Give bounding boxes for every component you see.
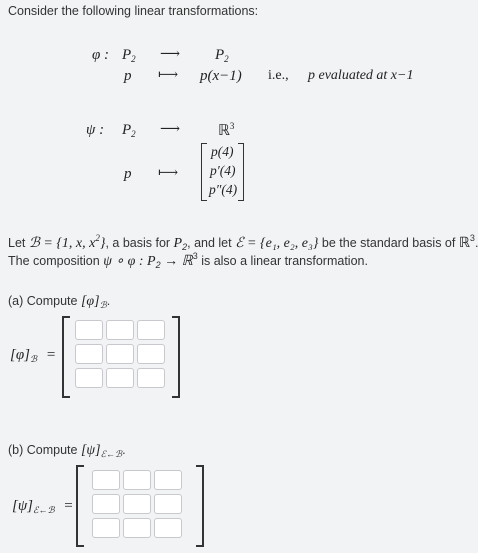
- matrix-b-cell-2-1[interactable]: [92, 494, 120, 514]
- psi-domain: $P_2$: [122, 122, 136, 139]
- phi-label: φ :: [92, 47, 110, 63]
- matrix-b-cell-3-3[interactable]: [154, 518, 182, 538]
- matrix-b-cell-1-2[interactable]: [123, 470, 151, 490]
- phi-image: p(x−1): [200, 68, 242, 84]
- part-a-prompt: (a) Compute $[\varphi]_ℬ$.: [8, 294, 111, 310]
- vector-entry-3: p″(4): [209, 182, 238, 197]
- phi-codomain: $P_2$: [215, 47, 229, 64]
- matrix-a-cell-2-1[interactable]: [75, 344, 103, 364]
- vector-entry-1: p(4): [211, 144, 234, 159]
- matrix-b-cell-1-1[interactable]: [92, 470, 120, 490]
- part-b-prompt: (b) Compute $[\psi]_{ℰ\leftarrow ℬ}$.: [8, 443, 126, 459]
- matrix-b-cell-2-3[interactable]: [154, 494, 182, 514]
- matrix-a-left-bracket: [62, 316, 70, 398]
- matrix-b-cell-3-2[interactable]: [123, 518, 151, 538]
- psi-arrow-icon: ⟶: [160, 121, 181, 137]
- basis-line-2: The composition ψ ∘ φ : $P_2$ → ℝ$^3$ is also a linear transformation.: [8, 251, 368, 270]
- matrix-b-cell-3-1[interactable]: [92, 518, 120, 538]
- matrix-a-cell-3-1[interactable]: [75, 368, 103, 388]
- matrix-b-right-bracket: [196, 465, 204, 547]
- matrix-a-cell-3-3[interactable]: [137, 368, 165, 388]
- vector-right-bracket: [238, 143, 244, 201]
- matrix-a-cell-1-3[interactable]: [137, 320, 165, 340]
- matrix-a-right-bracket: [172, 316, 180, 398]
- matrix-b-cell-1-3[interactable]: [154, 470, 182, 490]
- matrix-b-left-bracket: [76, 465, 84, 547]
- part-a-label: $[\varphi]_ℬ$ =: [10, 347, 56, 364]
- basis-line-1: Let ℬ = {1, x, $x^2$}, a basis for $P_2$, and let ℰ = {e₁, e₂, e₃} be the standard basis of ℝ$^3$: [8, 233, 475, 252]
- matrix-a-cell-3-2[interactable]: [106, 368, 134, 388]
- psi-element: p: [124, 166, 132, 182]
- matrix-b-cell-2-2[interactable]: [123, 494, 151, 514]
- psi-label: ψ :: [86, 122, 105, 138]
- phi-arrow-icon: ⟶: [160, 46, 181, 62]
- phi-domain: $P_2$: [122, 47, 136, 64]
- phi-element: p: [124, 68, 132, 84]
- matrix-a-cell-1-1[interactable]: [75, 320, 103, 340]
- phi-ie: i.e.,: [268, 68, 289, 83]
- phi-mapsto-icon: ⟼: [158, 67, 179, 83]
- matrix-a-cell-1-2[interactable]: [106, 320, 134, 340]
- vector-entry-2: p′(4): [210, 163, 236, 178]
- psi-mapsto-icon: ⟼: [158, 165, 179, 181]
- matrix-a-cell-2-3[interactable]: [137, 344, 165, 364]
- phi-description: p evaluated at x−1: [308, 68, 414, 83]
- part-b-label: $[\psi]_{ℰ\leftarrow ℬ}$ =: [12, 498, 73, 515]
- vector-left-bracket: [201, 143, 207, 201]
- intro-text: Consider the following linear transformations:: [8, 4, 259, 18]
- matrix-a-cell-2-2[interactable]: [106, 344, 134, 364]
- psi-codomain: ℝ$^3$: [218, 121, 235, 139]
